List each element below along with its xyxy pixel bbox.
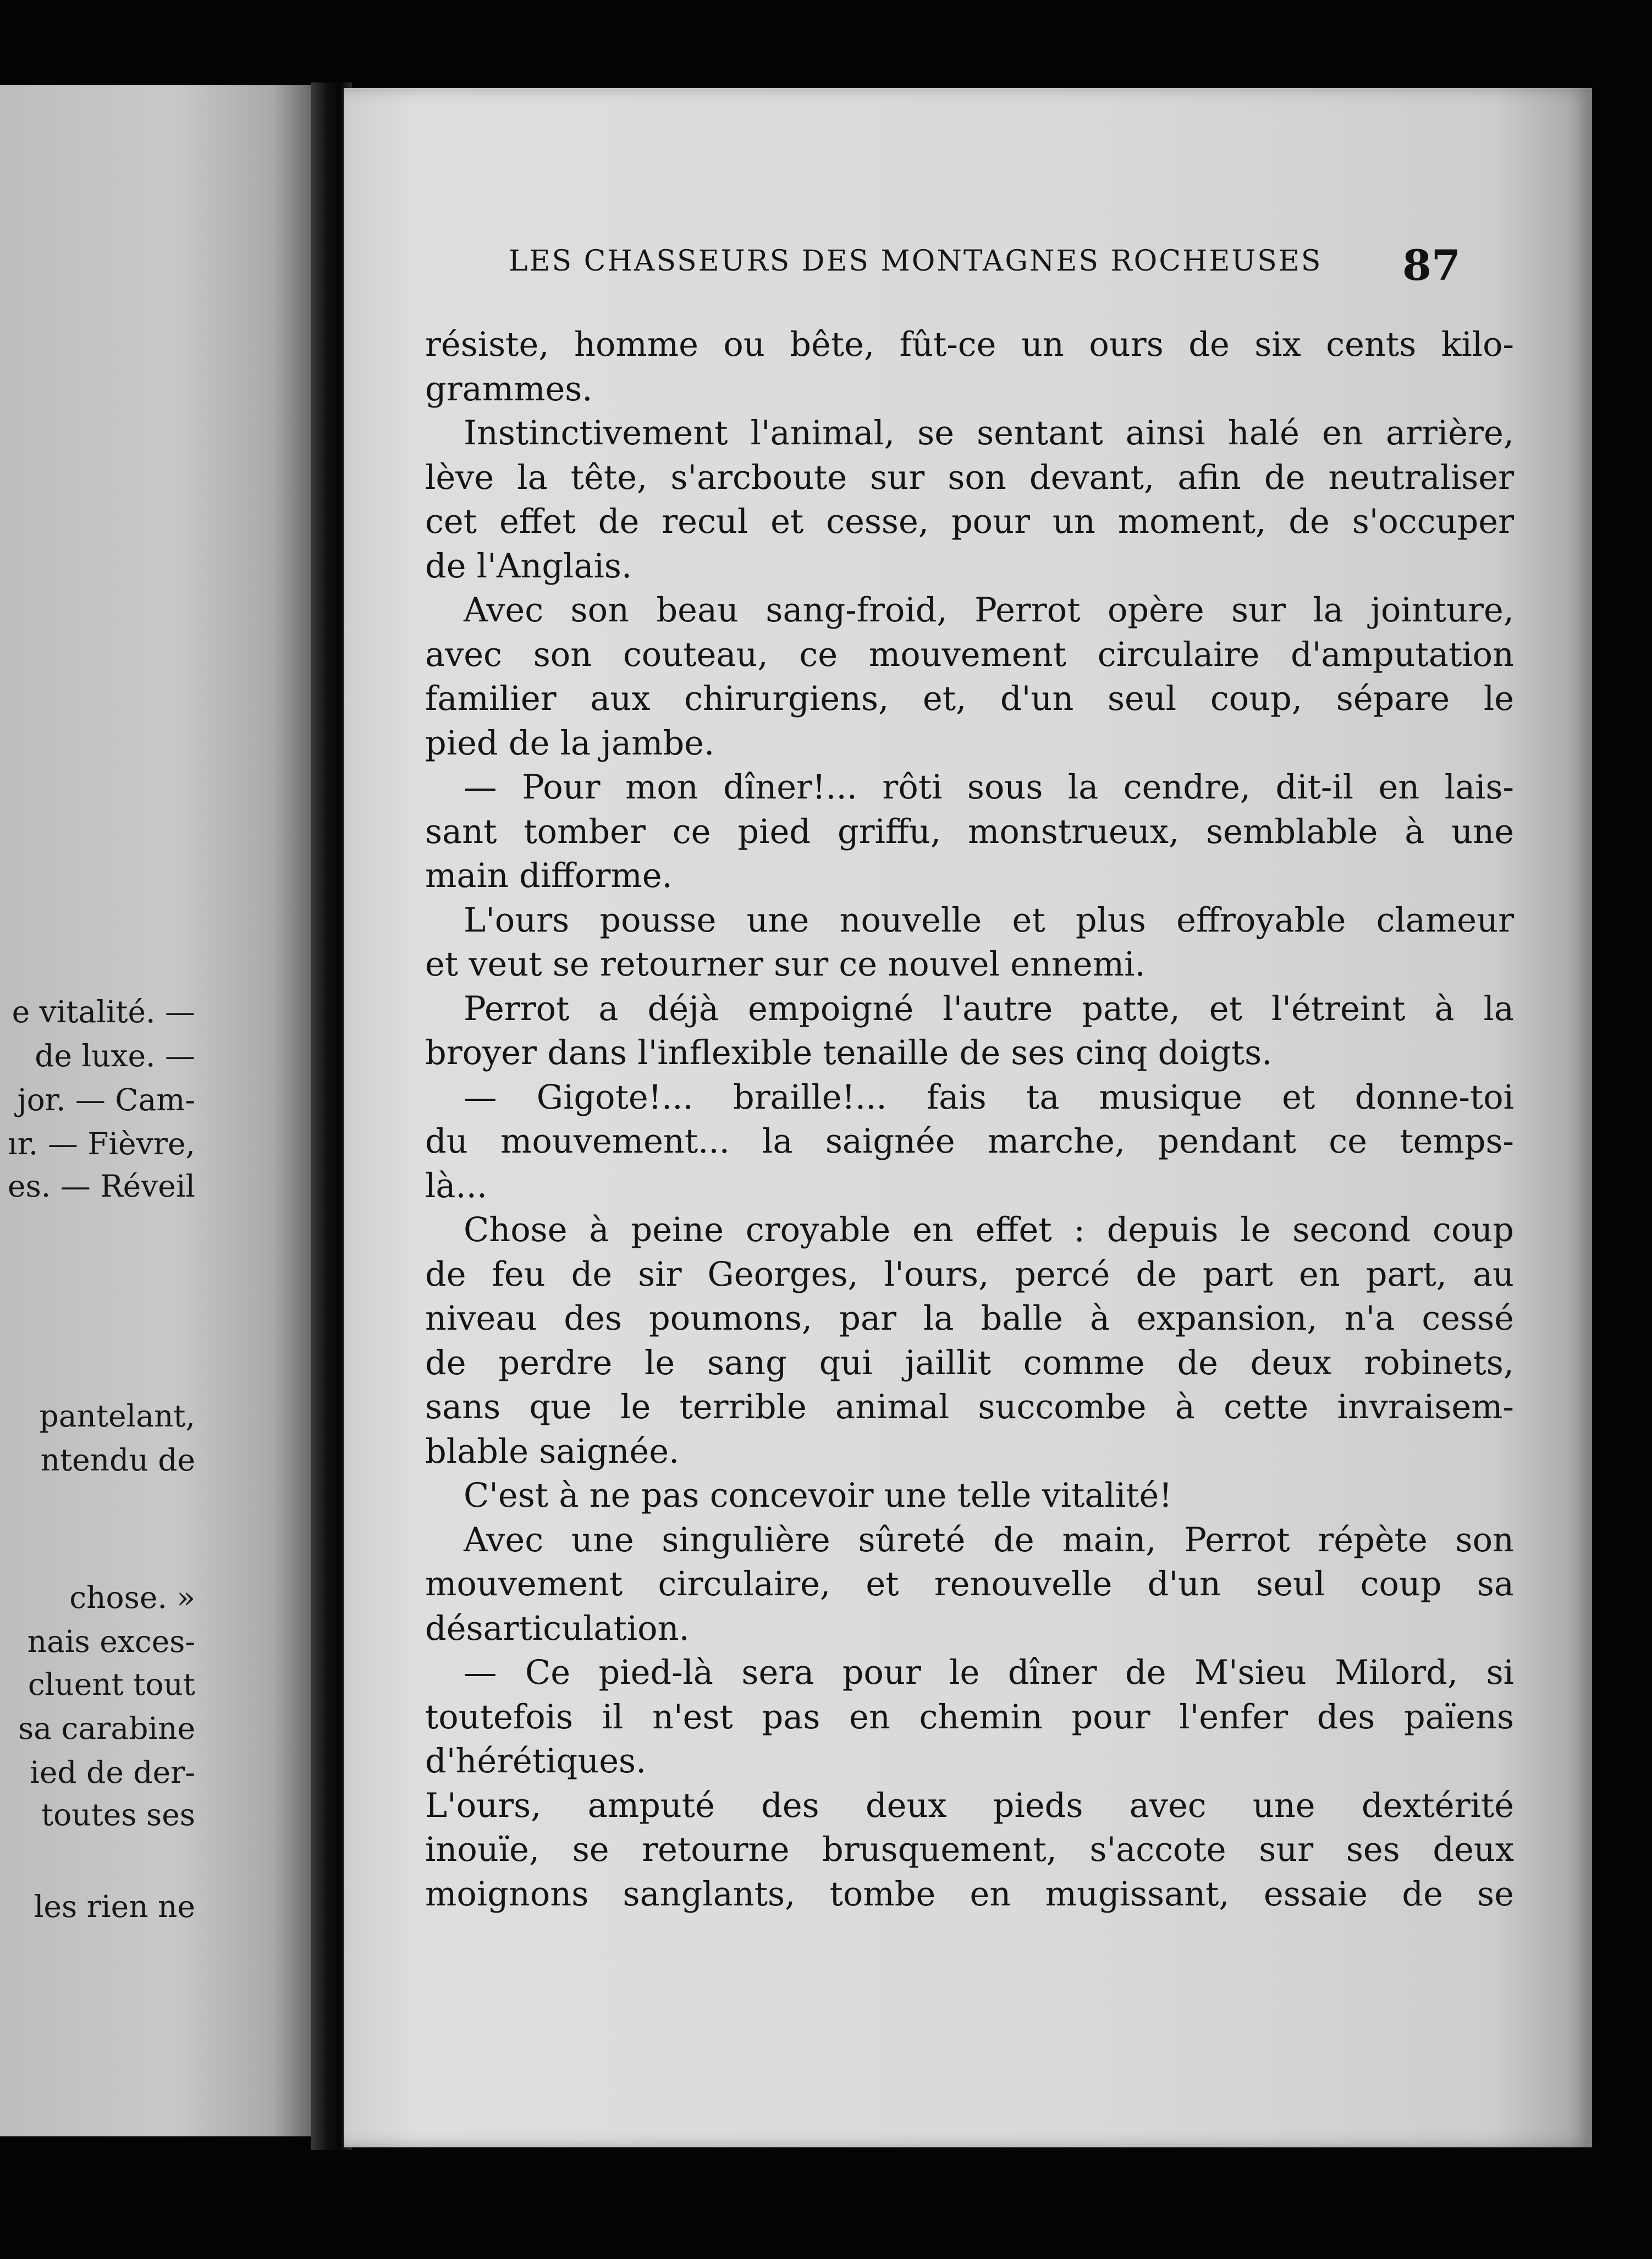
left-page-fragment: jor. — Cam-	[17, 1082, 195, 1117]
text-line: Avec son beau sang-froid, Perrot opère sur la jointure,	[464, 591, 1514, 630]
left-page-fragment: ntendu de	[40, 1442, 195, 1478]
text-line: — Pour mon dîner!... rôti sous la cendre, dit-il en lais-	[464, 768, 1514, 807]
page-number: 87	[1402, 241, 1461, 290]
left-page-fragment: nais exces-	[27, 1624, 195, 1659]
left-page-fragment: toutes ses	[41, 1797, 195, 1832]
text-line: mouvement circulaire, et renouvelle d'un seul coup sa	[425, 1565, 1514, 1604]
left-page-fragment: chose. »	[69, 1580, 195, 1615]
left-page-fragment: pantelant,	[39, 1398, 195, 1434]
text-line: familier aux chirurgiens, et, d'un seul coup, sépare le	[425, 680, 1514, 718]
running-header: LES CHASSEURS DES MONTAGNES ROCHEUSES	[509, 245, 1323, 278]
body-text	[425, 323, 1514, 1916]
text-line: — Gigote!... braille!... fais ta musique et donne-toi	[464, 1078, 1514, 1117]
text-line: Perrot a déjà empoigné l'autre patte, et l'étreint à la	[464, 989, 1514, 1028]
text-line: Avec une singulière sûreté de main, Perrot répète son	[464, 1520, 1514, 1560]
text-line: inouïe, se retourne brusquement, s'accote sur ses deux	[425, 1831, 1514, 1869]
text-line: — Ce pied-là sera pour le dîner de M'sieu Milord, si	[464, 1654, 1514, 1692]
text-line: Chose à peine croyable en effet : depuis le second coup	[464, 1211, 1514, 1249]
right-page	[344, 88, 1592, 2147]
text-line: et veut se retourner sur ce nouvel ennemi.	[425, 945, 1146, 984]
text-line: toutefois il n'est pas en chemin pour l'enfer des païens	[425, 1698, 1514, 1737]
text-line: moignons sanglants, tombe en mugissant, essaie de se	[425, 1875, 1514, 1914]
text-line: de l'Anglais.	[425, 547, 632, 586]
left-page-fragment: e vitalité. —	[12, 994, 195, 1029]
text-line: sant tomber ce pied griffu, monstrueux, semblable à une	[425, 812, 1514, 851]
text-line: résiste, homme ou bête, fût-ce un ours de six cents kilo-	[425, 326, 1514, 364]
left-page-fragment: ır. — Fièvre,	[8, 1126, 195, 1161]
text-line: du mouvement... la saignée marche, pendant ce temps-	[425, 1122, 1514, 1161]
text-line: désarticulation.	[425, 1609, 690, 1648]
left-page	[0, 85, 311, 2136]
text-line: broyer dans l'inflexible tenaille de ses cinq doigts.	[425, 1034, 1273, 1072]
left-page-fragment: de luxe. —	[35, 1038, 195, 1073]
text-line: C'est à ne pas concevoir une telle vitalité!	[464, 1476, 1172, 1515]
text-line: main difforme.	[425, 857, 673, 895]
text-line: pied de la jambe.	[425, 724, 715, 763]
text-line: là...	[425, 1166, 488, 1205]
text-line: L'ours pousse une nouvelle et plus effroyable clameur	[464, 901, 1514, 940]
text-line: lève la tête, s'arcboute sur son devant, afin de neutraliser	[425, 458, 1514, 497]
text-line: d'hérétiques.	[425, 1742, 647, 1781]
text-line: avec son couteau, ce mouvement circulaire d'amputation	[425, 635, 1514, 674]
text-line: de perdre le sang qui jaillit comme de deux robinets,	[425, 1343, 1514, 1382]
text-line: cet effet de recul et cesse, pour un moment, de s'occuper	[425, 503, 1514, 541]
left-page-fragment: les rien ne	[34, 1889, 195, 1924]
left-page-fragment: cluent tout	[27, 1667, 195, 1702]
text-line: sans que le terrible animal succombe à cette invraisem-	[425, 1388, 1514, 1426]
text-line: niveau des poumons, par la balle à expansion, n'a cessé	[425, 1299, 1514, 1338]
left-page-fragment: es. — Réveil	[8, 1169, 195, 1204]
text-line: blable saignée.	[425, 1432, 680, 1471]
text-line: Instinctivement l'animal, se sentant ainsi halé en arrière,	[464, 414, 1514, 453]
left-page-fragment: ied de der-	[30, 1755, 195, 1790]
text-line: grammes.	[425, 370, 593, 409]
text-line: L'ours, amputé des deux pieds avec une dextérité	[425, 1786, 1514, 1825]
left-page-fragment: sa carabine	[18, 1711, 195, 1746]
text-line: de feu de sir Georges, l'ours, percé de part en part, au	[425, 1255, 1514, 1294]
